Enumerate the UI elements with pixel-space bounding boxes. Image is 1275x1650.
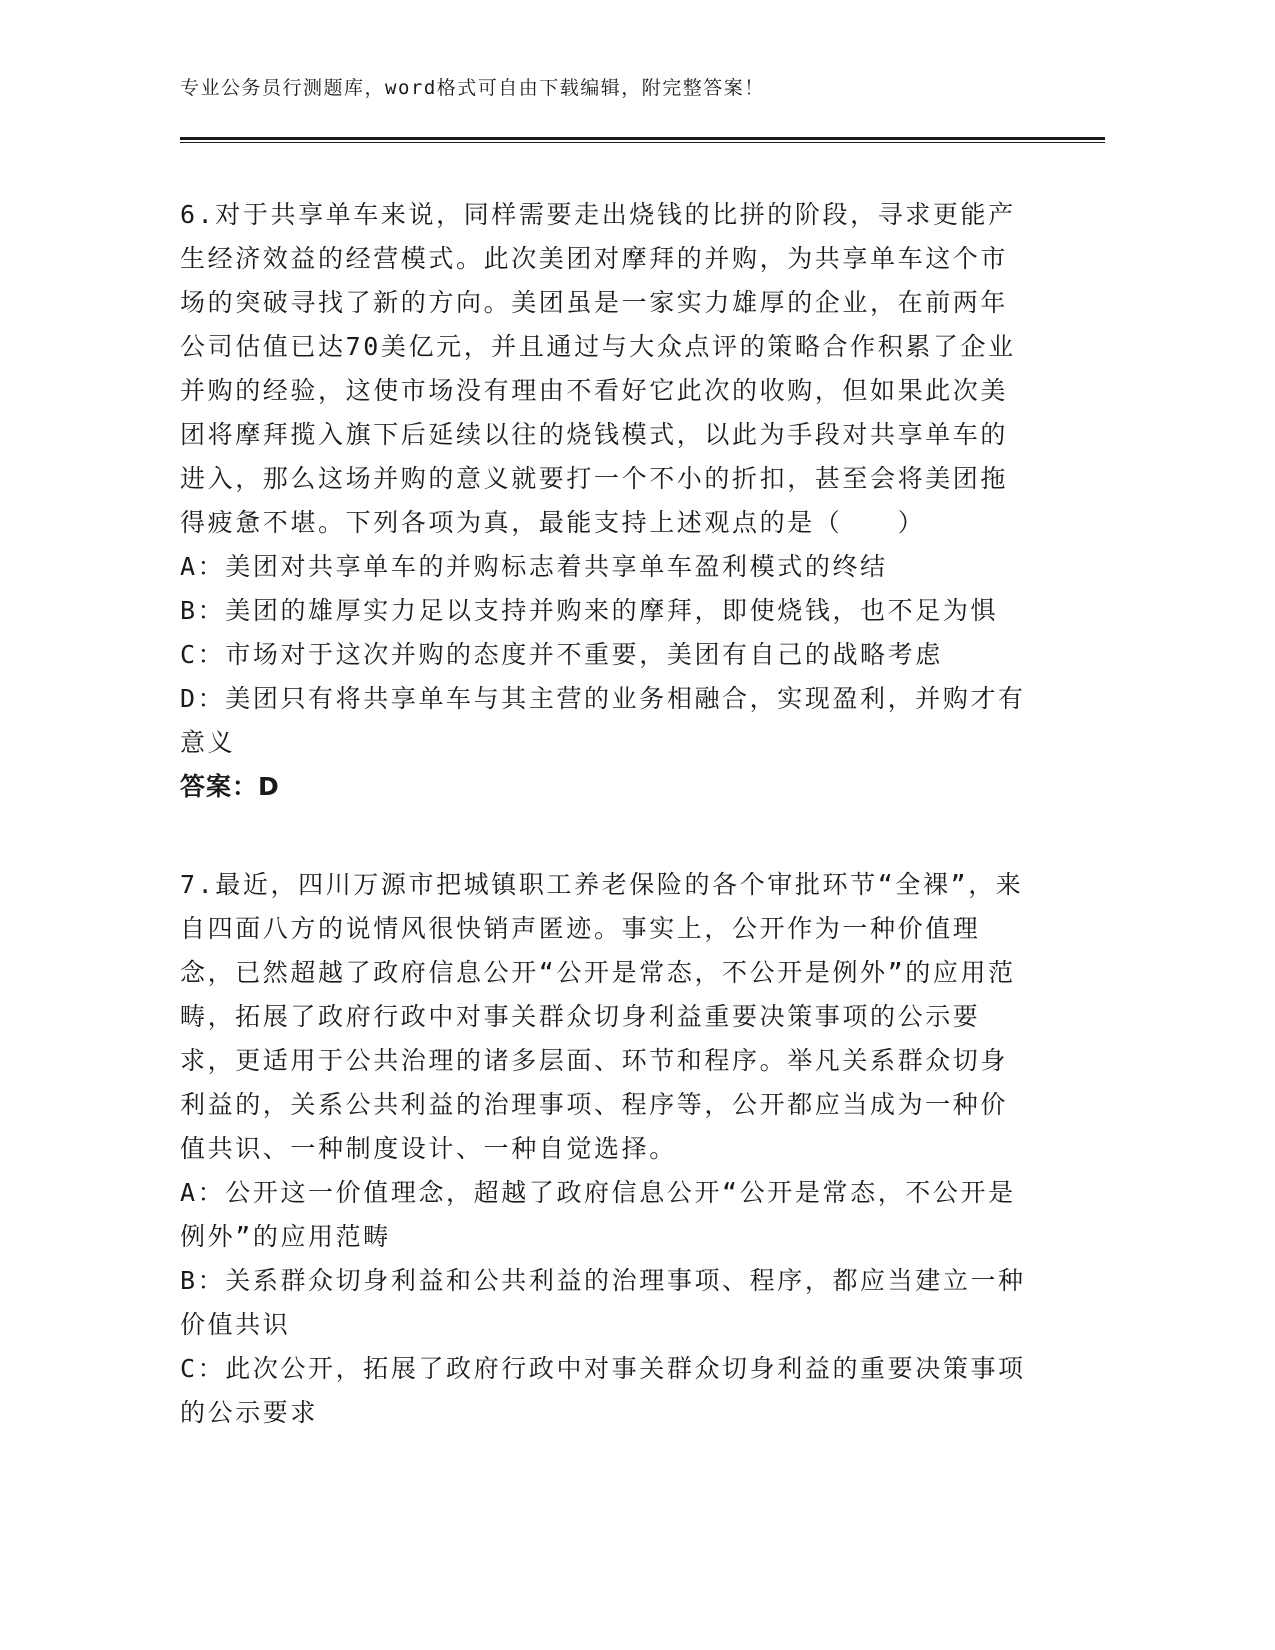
question-spacer <box>180 809 1030 863</box>
option-a: A：美团对共享单车的并购标志着共享单车盈利模式的终结 <box>180 552 888 581</box>
option-c: C：市场对于这次并购的态度并不重要，美团有自己的战略考虑 <box>180 640 943 669</box>
option-c: C：此次公开，拓展了政府行政中对事关群众切身利益的重要决策事项的公示要求 <box>180 1354 1026 1427</box>
option-d: D：美团只有将共享单车与其主营的业务相融合，实现盈利，并购才有意义 <box>180 684 1026 757</box>
page-header: 专业公务员行测题库，word格式可自由下载编辑，附完整答案！ <box>180 77 765 99</box>
question-7 <box>180 863 1030 1435</box>
option-b: B：关系群众切身利益和公共利益的治理事项、程序，都应当建立一种价值共识 <box>180 1266 1026 1339</box>
question-stem: 7.最近，四川万源市把城镇职工养老保险的各个审批环节“全裸”，来自四面八方的说情风很快销声匿迹。事实上，公开作为一种价值理念，已然超越了政府信息公开“公开是常态，不公开是例外”的应用范畴，拓展了政府行政中对事关群众切身利益重要决策事项的公示要求，更适用于公共治理的诸多层面、环节和程序。举凡关系群众切身利益的，关系公共利益的治理事项、程序等，公开都应当成为一种价值共识、一种制度设计、一种自觉选择。 <box>180 870 1024 1163</box>
option-a: A：公开这一价值理念，超越了政府信息公开“公开是常态，不公开是例外”的应用范畴 <box>180 1178 1016 1251</box>
answer-label: 答案：D <box>180 772 280 801</box>
question-6 <box>180 193 1030 809</box>
header-divider <box>180 137 1105 143</box>
option-b: B：美团的雄厚实力足以支持并购来的摩拜，即使烧钱，也不足为惧 <box>180 596 999 625</box>
question-stem: 6.对于共享单车来说，同样需要走出烧钱的比拼的阶段，寻求更能产生经济效益的经营模式。此次美团对摩拜的并购，为共享单车这个市场的突破寻找了新的方向。美团虽是一家实力雄厚的企业，在前两年公司估值已达70美亿元，并且通过与大众点评的策略合作积累了企业并购的经验，这使市场没有理由不看好它此次的收购，但如果此次美团将摩拜揽入旗下后延续以往的烧钱模式，以此为手段对共享单车的进入，那么这场并购的意义就要打一个不小的折扣，甚至会将美团拖得疲惫不堪。下列各项为真，最能支持上述观点的是（ ） <box>180 200 1016 537</box>
question-list <box>180 193 1030 1435</box>
